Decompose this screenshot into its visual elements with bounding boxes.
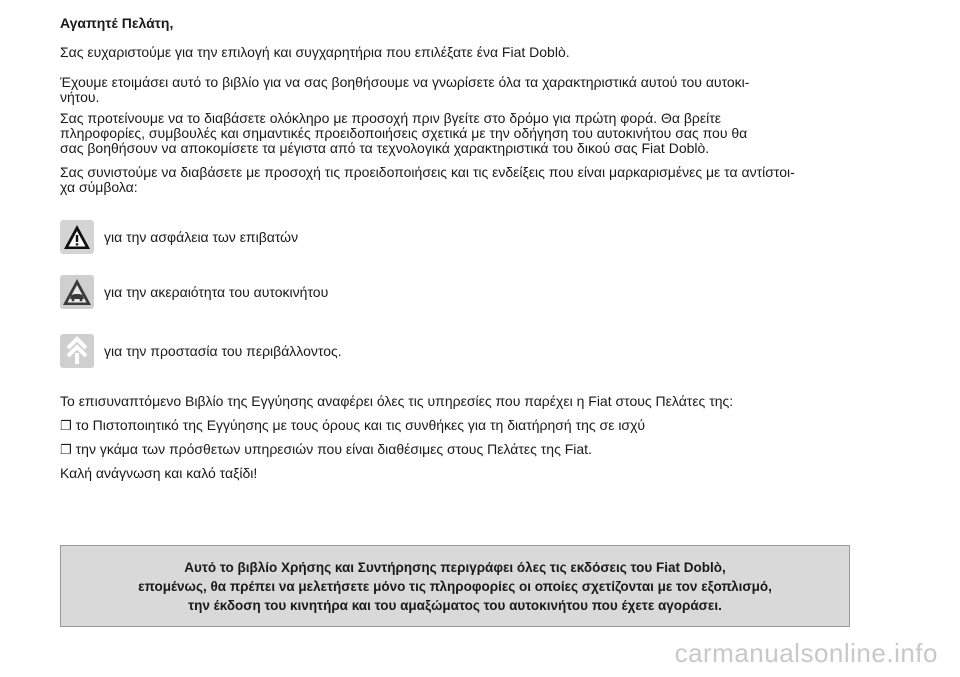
prepared-text-line1: Έχουμε ετοιμάσει αυτό το βιβλίο για να σας βοηθήσουμε να γνωρίσετε όλα τα χαρακτηριστικά αυτού του αυτοκι- (60, 74, 750, 90)
note-line: την έκδοση του κινητήρα και του αμαξώματος του αυτοκινήτου που έχετε αγοράσει. (188, 597, 722, 613)
thanks-text: Σας ευχαριστούμε για την επιλογή και συγχαρητήρια που επιλέξατε ένα Fiat Doblò. (60, 44, 570, 60)
symbol-row-safety (60, 220, 298, 254)
car-warning-icon (60, 275, 94, 309)
watermark: carmanualsonline.info (674, 638, 938, 668)
symbol-label-safety: για την ασφάλεια των επιβατών (104, 229, 299, 245)
note-line: επομένως, θα πρέπει να μελετήσετε μόνο τις πληροφορίες οι οποίες σχετίζονται με τον εξοπλισμό, (138, 578, 772, 594)
checkbox-bullet-icon: ❒ (60, 442, 72, 457)
note-box (60, 545, 850, 627)
bullet-text: την γκάμα των πρόσθετων υπηρεσιών που είναι διαθέσιμες στους Πελάτες της Fiat. (75, 441, 592, 457)
symbols-intro-line1: Σας συνιστούμε να διαβάσετε με προσοχή τις προειδοποιήσεις και τις ενδείξεις που είναι μαρκαρισμένες με τα αντίστοι- (60, 164, 795, 180)
symbols-intro-line2: χα σύμβολα: (60, 179, 138, 195)
read-text-line2: πληροφορίες, συμβουλές και σημαντικές προειδοποιήσεις σχετικά με την οδήγηση του αυτοκινήτου σας που θα (60, 125, 748, 141)
bullet-text: το Πιστοποιητικό της Εγγύησης με τους όρους και τις συνθήκες για τη διατήρησή της σε ισχύ (75, 417, 646, 433)
prepared-text-line2: νήτου. (60, 89, 100, 105)
note-line: Αυτό το βιβλίο Χρήσης και Συντήρησης περιγράφει όλες τις εκδόσεις του Fiat Doblò, (184, 559, 726, 575)
read-text-line1: Σας προτείνουμε να το διαβάσετε ολόκληρο με προσοχή πριν βγείτε στο δρόμο για πρώτη φορά. Θα βρείτε (60, 110, 721, 126)
environment-arrow-icon (60, 334, 94, 368)
greeting: Αγαπητέ Πελάτη, (60, 15, 174, 31)
symbol-label-vehicle: για την ακεραιότητα του αυτοκινήτου (104, 284, 329, 300)
warning-triangle-icon (60, 220, 94, 254)
closing-text: Καλή ανάγνωση και καλό ταξίδι! (60, 465, 258, 481)
bullet-item (60, 442, 852, 457)
symbol-row-environment (60, 334, 342, 368)
warranty-intro: Το επισυναπτόμενο Βιβλίο της Εγγύησης αναφέρει όλες τις υπηρεσίες που παρέχει η Fiat στους Πελάτες της: (60, 393, 734, 409)
checkbox-bullet-icon: ❒ (60, 418, 72, 433)
symbol-row-vehicle (60, 275, 328, 309)
symbol-label-environment: για την προστασία του περιβάλλοντος. (104, 343, 342, 359)
read-text-line3: σας βοηθήσουν να αποκομίσετε τα μέγιστα από τα τεχνολογικά χαρακτηριστικά του δικού σας Fiat Doblò. (60, 140, 710, 156)
bullet-item (60, 418, 852, 433)
